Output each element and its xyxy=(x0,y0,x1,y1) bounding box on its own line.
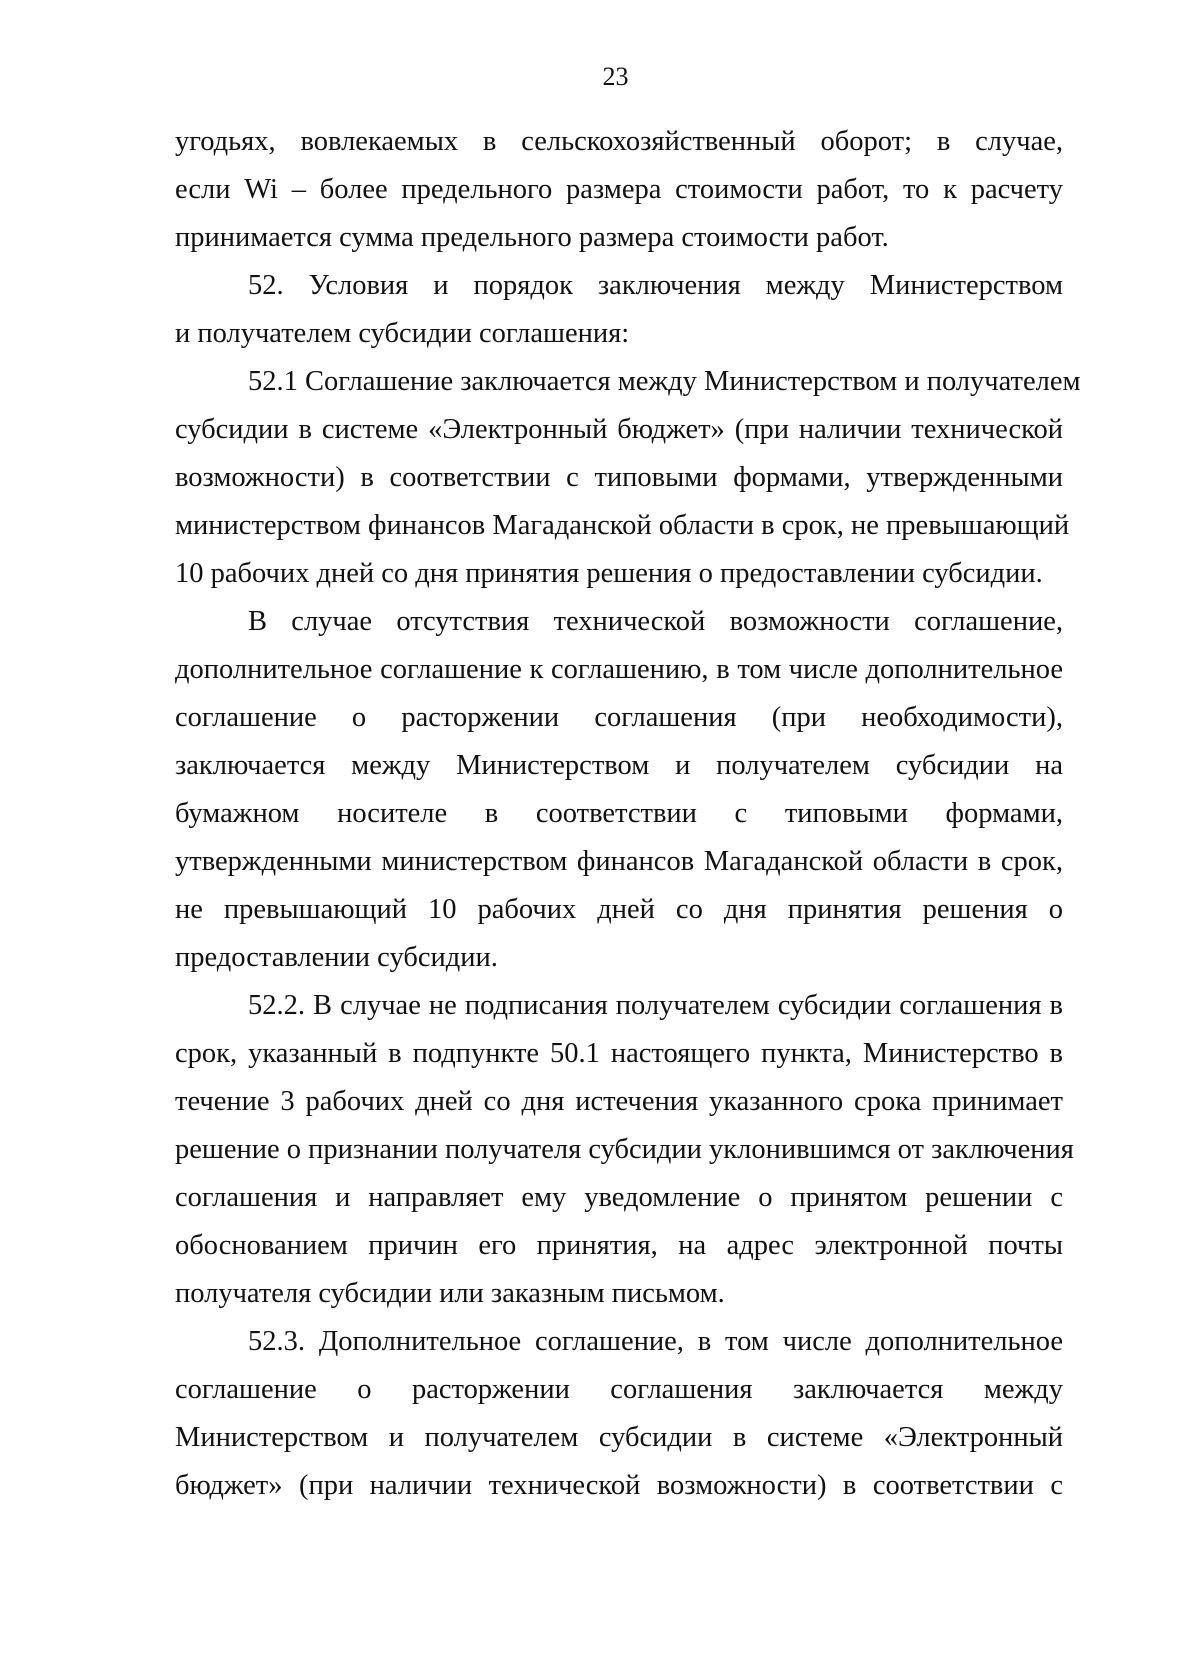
paragraph xyxy=(175,1318,1063,1510)
text-line: предоставлении субсидии. xyxy=(175,942,498,973)
text-line: заключается между Министерством и получателем субсидии на xyxy=(175,750,1063,781)
text-line: решение о признании получателя субсидии уклонившимся от заключения xyxy=(175,1134,1074,1165)
text-line: срок, указанный в подпункте 50.1 настоящего пункта, Министерство в xyxy=(175,1038,1063,1069)
text-line: 52. Условия и порядок заключения между Министерством xyxy=(248,270,1063,301)
text-line: В случае отсутствия технической возможности соглашение, xyxy=(248,606,1063,637)
text-line: утвержденными министерством финансов Магаданской области в срок, xyxy=(175,846,1063,877)
text-line: не превышающий 10 рабочих дней со дня принятия решения о xyxy=(175,894,1063,925)
text-line: субсидии в системе «Электронный бюджет» (при наличии технической xyxy=(175,414,1063,445)
text-line: дополнительное соглашение к соглашению, в том числе дополнительное xyxy=(175,654,1063,685)
text-line: обоснованием причин его принятия, на адрес электронной почты xyxy=(175,1230,1063,1261)
text-line: 52.3. Дополнительное соглашение, в том числе дополнительное xyxy=(248,1326,1063,1357)
text-line: бюджет» (при наличии технической возможности) в соответствии с xyxy=(175,1470,1063,1501)
text-line: принимается сумма предельного размера стоимости работ. xyxy=(175,222,889,253)
text-line: 52.1 Соглашение заключается между Министерством и получателем xyxy=(248,366,1081,397)
text-line: течение 3 рабочих дней со дня истечения указанного срока принимает xyxy=(175,1086,1063,1117)
text-line: соглашение о расторжении соглашения заключается между xyxy=(175,1374,1063,1405)
text-line: Министерством и получателем субсидии в системе «Электронный xyxy=(175,1422,1063,1453)
paragraph xyxy=(175,598,1063,982)
page-number: 23 xyxy=(602,62,629,91)
paragraph xyxy=(175,118,1063,262)
paragraph xyxy=(175,982,1074,1318)
text-line: соглашение о расторжении соглашения (при необходимости), xyxy=(175,702,1063,733)
text-line: угодьях, вовлекаемых в сельскохозяйственный оборот; в случае, xyxy=(175,126,1063,157)
text-line: бумажном носителе в соответствии с типовыми формами, xyxy=(175,798,1063,829)
text-line: и получателем субсидии соглашения: xyxy=(175,318,630,349)
document-body xyxy=(175,118,1081,1510)
text-line: 10 рабочих дней со дня принятия решения о предоставлении субсидии. xyxy=(175,558,1043,589)
text-line: министерством финансов Магаданской области в срок, не превышающий xyxy=(175,510,1070,541)
paragraph xyxy=(175,358,1081,598)
text-line: если Wi – более предельного размера стоимости работ, то к расчету xyxy=(175,174,1063,205)
paragraph xyxy=(175,262,1063,358)
text-line: возможности) в соответствии с типовыми формами, утвержденными xyxy=(175,462,1063,493)
text-line: получателя субсидии или заказным письмом. xyxy=(175,1278,725,1309)
text-line: 52.2. В случае не подписания получателем субсидии соглашения в xyxy=(248,990,1063,1021)
text-line: соглашения и направляет ему уведомление о принятом решении с xyxy=(175,1182,1063,1213)
